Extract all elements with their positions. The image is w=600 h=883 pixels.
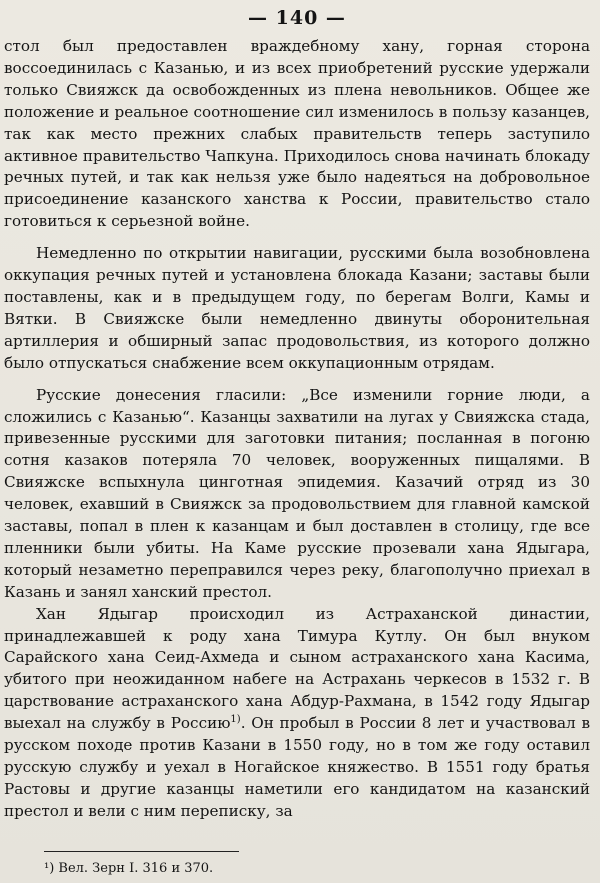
paragraph-1-text: стол был предоставлен враждебному хану, горная сторона воссоединилась с Казанью, и из всех приобретений русские удержали только Свияжск да освобожденных из плена невольников. Общее же положение и реальное соотношение сил изменилось в пользу казанцев, так как место прежних слабых правительств теперь заступило активное правительство Чапкуна. Приходилось снова начинать блокаду речных путей, и так как нельзя уже было надеяться на добровольное присоединение казанского ханства к России, правительство стало готовиться к серьезной войне. (4, 37, 590, 231)
footnote-divider (44, 851, 239, 852)
body-text (4, 36, 590, 823)
page-number: — 140 — (248, 7, 346, 29)
footnote-reference: 1) (230, 714, 241, 726)
paragraph-4-text-after: . Он пробыл в России 8 лет и участвовал в русском походе против Казани в 1550 году, но в том же году оставил русскую службу и уехал в Ногайское княжество. В 1551 году братья Растовы и другие казанцы наметили его кандидатом на казанский престол и вели с ним переписку, за (4, 714, 590, 820)
paragraph-3-text: Русские донесения гласили: „Все изменили горние люди, а сложились с Казанью“. Казанцы захватили на лугах у Свияжска стада, привезенные русскими для заготовки питания; посланная в погоню сотня казаков потеряла 70 человек, вооруженных пищалями. В Свияжске вспыхнула цинготная эпидемия. Казачий отряд из 30 человек, ехавший в Свияжск за продовольствием для главной камской заставы, попал в плен к казанцам и был доставлен в столицу, где все пленники были убиты. На Каме русские прозевали хана Ядыгара, который незаметно переправился через реку, благополучно приехал в Казань и занял ханский престол. (4, 385, 590, 601)
paragraph-2 (4, 243, 590, 374)
paragraph-1 (4, 36, 590, 233)
paragraph-2-text: Немедленно по открытии навигации, русскими была возобновлена оккупация речных путей и установлена блокада Казани; заставы были поставлены, как и в предыдущем году, по берегам Волги, Камы и Вятки. В Свияжске были немедленно двинуты оборонительная артиллерия и обширный запас продовольствия, из которого должно было отпускаться снабжение всем оккупационным отрядам. (4, 244, 590, 372)
paragraph-3 (4, 385, 590, 604)
paragraph-4 (4, 604, 590, 823)
footnote: ¹) Вел. Зерн I. 316 и 370. (44, 861, 214, 876)
paragraph-4-text-before: Хан Ядыгар происходил из Астраханской династии, принадлежавшей к роду хана Тимура Кутлу. Он был внуком Сарайского хана Сеид-Ахмеда и сыном астраханского хана Касима, убитого при неожиданном набеге на Астрахань черкесов в 1532 г. В царствование астраханского хана Абдур-Рахмана, в 1542 году Ядыгар выехал на службу в Россию (4, 604, 590, 733)
